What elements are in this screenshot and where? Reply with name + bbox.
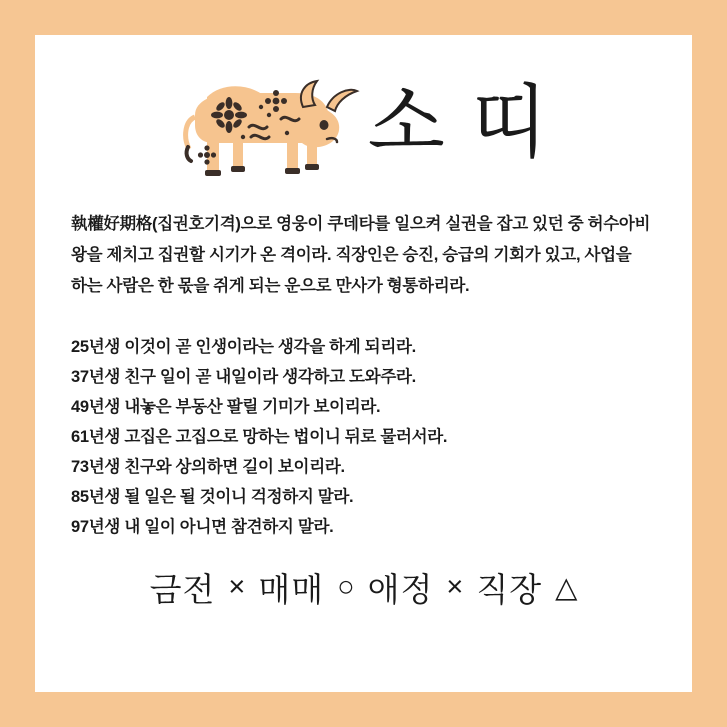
- card-header: [35, 63, 692, 183]
- list-item: 85년생 될 일은 될 것이니 걱정하지 말라.: [71, 488, 354, 506]
- list-item: 49년생 내놓은 부동산 팔릴 기미가 보이리라.: [71, 398, 381, 416]
- summary-label-money: 금전: [149, 571, 216, 608]
- fortune-list: [71, 332, 656, 542]
- list-item: 37년생 친구 일이 곧 내일이라 생각하고 도와주라.: [71, 368, 416, 386]
- list-item: 97년생 내 일이 아니면 참견하지 말라.: [71, 518, 334, 536]
- fortune-card: [35, 35, 692, 692]
- summary-mark-love: ×: [446, 571, 464, 603]
- summary-row: [35, 564, 692, 611]
- intro-paragraph: 執權好期格(집권호기격)으로 영웅이 쿠데타를 일으켜 실권을 잡고 있던 중 허수아비 왕을 제치고 집권할 시기가 온 격이라. 직장인은 승진, 승급의 기회가 있고, 사업을 하는 사람은 한 몫을 쥐게 되는 운으로 만사가 형통하리라.: [71, 215, 651, 295]
- list-item: 61년생 고집은 고집으로 망하는 법이니 뒤로 물러서라.: [71, 428, 448, 446]
- summary-mark-trade: ○: [337, 571, 355, 603]
- list-item: 25년생 이것이 곧 인생이라는 생각을 하게 되리라.: [71, 338, 416, 356]
- summary-mark-money: ×: [228, 571, 246, 603]
- page-title: 소 띠: [367, 78, 551, 167]
- card-body: [35, 209, 692, 542]
- list-item: 73년생 친구와 상의하면 길이 보이리라.: [71, 458, 345, 476]
- summary-label-work: 직장: [476, 571, 543, 608]
- ox-icon: [177, 63, 362, 183]
- summary-label-love: 애정: [367, 571, 434, 608]
- summary-mark-work: △: [555, 572, 578, 604]
- summary-label-trade: 매매: [258, 571, 325, 608]
